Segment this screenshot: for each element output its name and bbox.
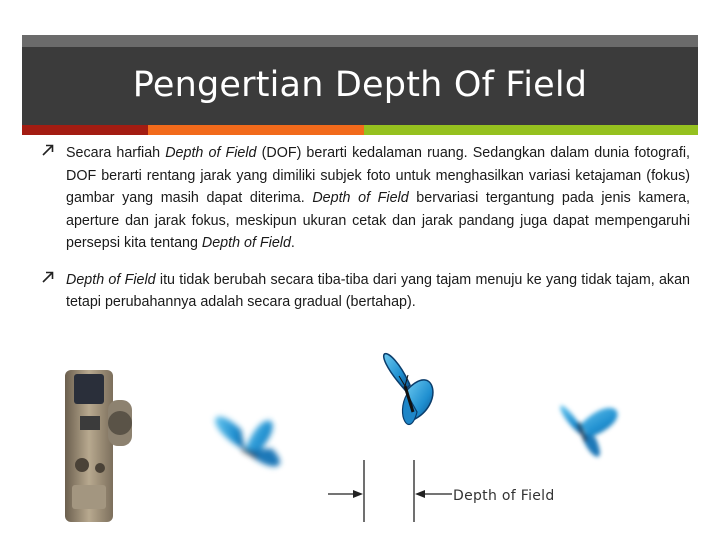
bullet-text: [66, 142, 690, 255]
accent-bar-orange: [148, 125, 364, 135]
butterfly-icon: [213, 397, 289, 482]
text-segment: bervariasi tergantung pada jenis kamera, aperture dan jarak fokus, meskipun ukuran cetak dan jarak pandang juga dapat mempengaruhi persepsi kita tentang: [66, 190, 690, 251]
arrow-up-right-icon: [41, 270, 55, 284]
dof-markers: [328, 460, 452, 522]
italic-term: Depth of Field: [66, 271, 156, 288]
arrow-up-right-icon: [41, 143, 55, 157]
butterfly-icon: [384, 354, 433, 425]
title-bar: [22, 35, 698, 125]
dof-illustration: [60, 350, 680, 530]
bullet-item: [40, 142, 690, 255]
bullet-text: [66, 269, 690, 314]
accent-bar-red: [22, 125, 148, 135]
italic-term: Depth of Field: [201, 235, 291, 251]
italic-term: Depth of Field: [165, 145, 257, 161]
camera-icon: [65, 370, 132, 522]
bullet-list: [40, 142, 690, 326]
italic-term: Depth of Field: [312, 190, 409, 206]
text-segment: .: [290, 235, 295, 251]
title-top-strip: [22, 35, 698, 47]
dof-label: Depth of Field: [453, 488, 555, 504]
dof-diagram: [60, 350, 680, 530]
text-segment: itu tidak berubah secara tiba-tiba dari yang tajam menuju ke yang tidak tajam, akan tetapi perubahannya adalah secara gradual (bertahap).: [66, 271, 690, 310]
accent-bar-green: [364, 125, 698, 135]
text-segment: Secara harfiah: [66, 145, 166, 161]
text-segment: (DOF) berarti kedalaman ruang. Sedangkan dalam dunia fotografi, DOF berarti rentang jarak yang dimiliki subjek foto untuk menghasilkan variasi ketajaman (fokus) gambar yang masih dapat diterima.: [66, 145, 690, 206]
slide-title: Pengertian Depth Of Field: [132, 65, 588, 105]
butterfly-icon: [550, 395, 619, 459]
bullet-item: [40, 269, 690, 314]
